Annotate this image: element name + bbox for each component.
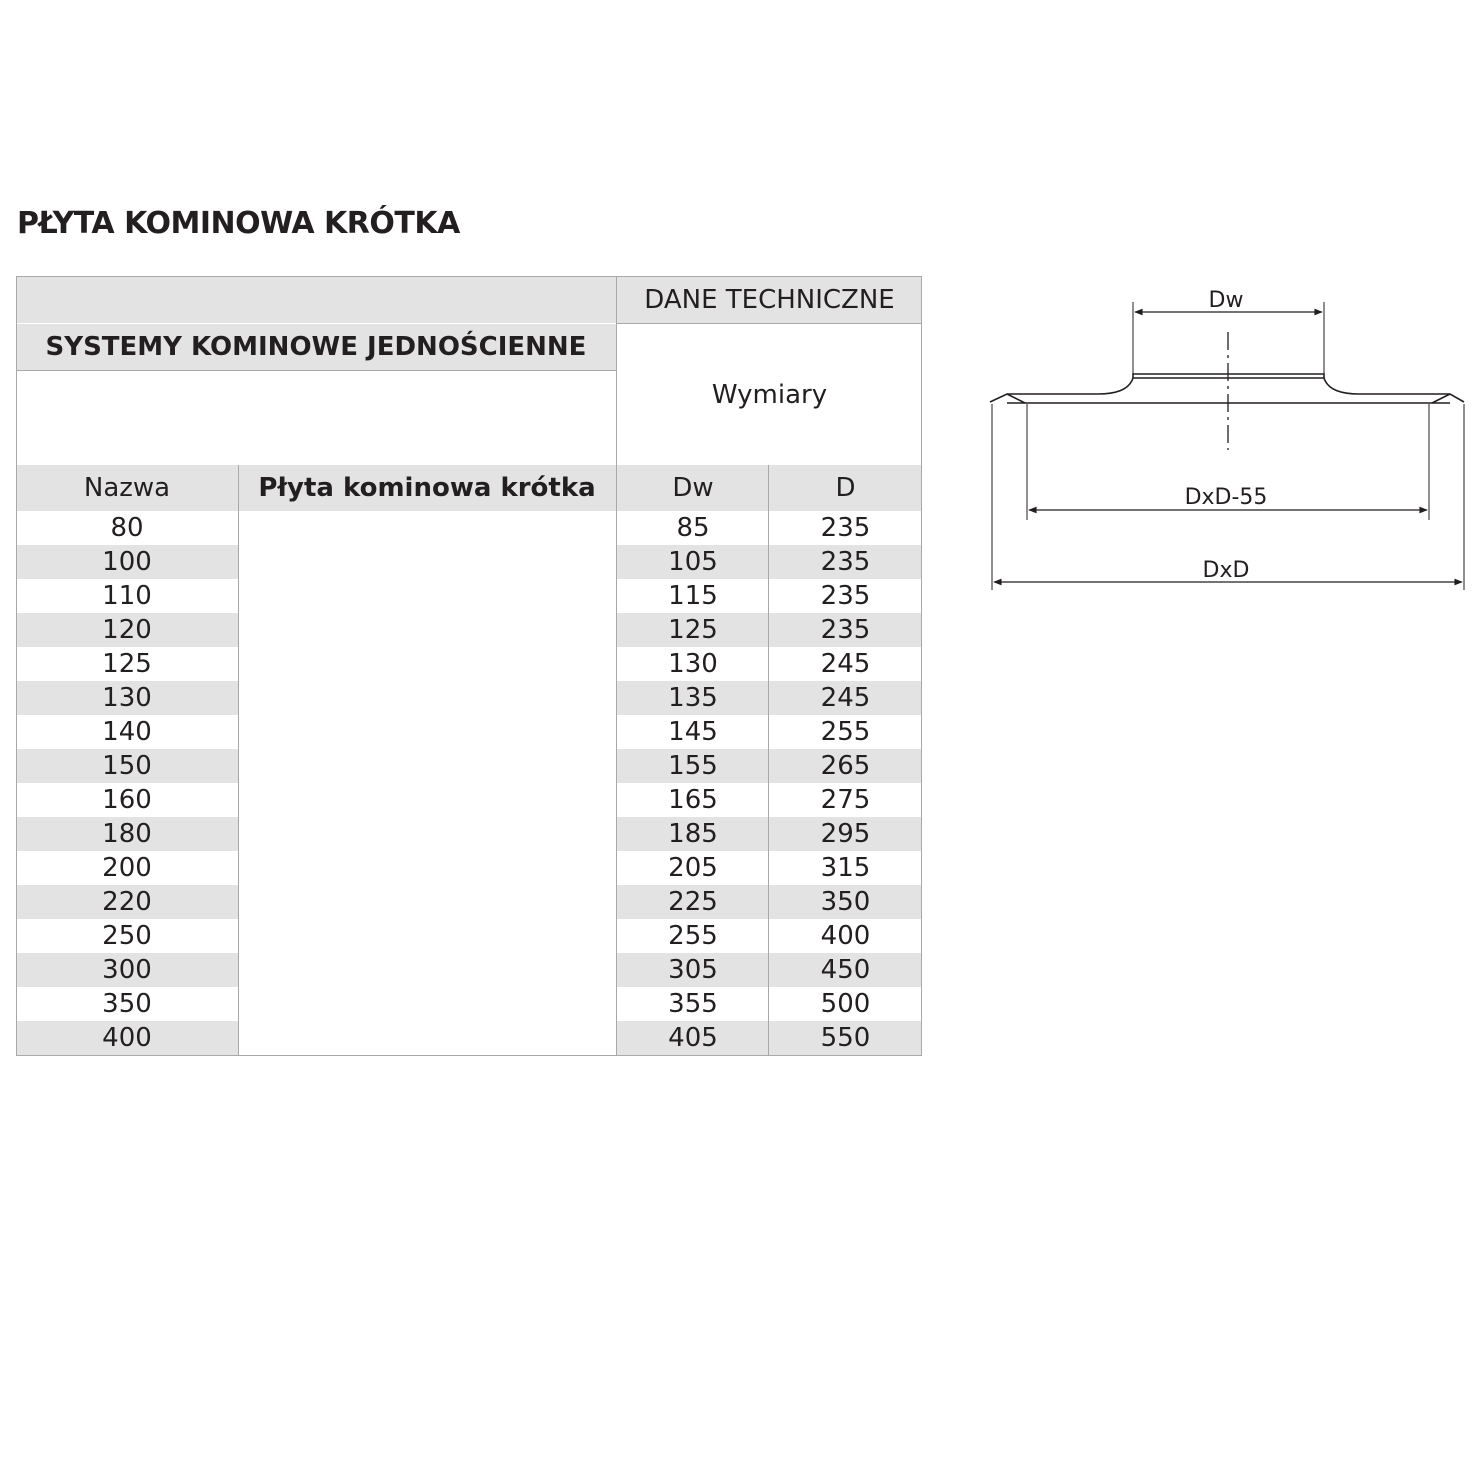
cell-nazwa: 220 bbox=[16, 885, 238, 919]
cell-product bbox=[239, 987, 616, 1021]
cell-dw: 305 bbox=[617, 953, 769, 987]
divider bbox=[616, 276, 617, 1056]
outer-dimension-label: DxD bbox=[1202, 558, 1250, 583]
cell-dw: 405 bbox=[617, 1021, 769, 1055]
cell-nazwa: 100 bbox=[16, 545, 238, 579]
cell-dw: 145 bbox=[668, 717, 718, 747]
cell-d: 245 bbox=[820, 649, 871, 679]
cell-product bbox=[239, 647, 616, 681]
cell-d: 235 bbox=[820, 513, 871, 543]
dw-label: Dw bbox=[1208, 288, 1244, 313]
cell-dw: 255 bbox=[668, 921, 718, 951]
cell-d: 500 bbox=[820, 989, 871, 1019]
cell-nazwa: 180 bbox=[16, 817, 238, 851]
cell-nazwa: 160 bbox=[102, 785, 152, 815]
page-title: PŁYTA KOMINOWA KRÓTKA bbox=[17, 206, 460, 241]
inner-dimension-label: DxD-55 bbox=[1184, 485, 1268, 510]
chimney-plate-drawing bbox=[980, 280, 1480, 610]
cell-product bbox=[239, 545, 616, 579]
cell-product bbox=[239, 851, 616, 885]
cell-d: 315 bbox=[820, 853, 871, 883]
cell-nazwa: 250 bbox=[102, 921, 152, 951]
cell-dw: 155 bbox=[617, 749, 769, 783]
cell-product bbox=[239, 681, 616, 715]
cell-product bbox=[239, 885, 616, 919]
cell-product bbox=[239, 511, 616, 545]
cell-dw: 135 bbox=[617, 681, 769, 715]
cell-dw: 125 bbox=[617, 613, 769, 647]
divider bbox=[16, 370, 616, 371]
cell-product bbox=[239, 783, 616, 817]
cell-d: 235 bbox=[769, 545, 922, 579]
cell-d: 350 bbox=[769, 885, 922, 919]
cell-nazwa: 130 bbox=[16, 681, 238, 715]
cell-d: 235 bbox=[769, 613, 922, 647]
cell-d: 400 bbox=[820, 921, 871, 951]
group-header: DANE TECHNICZNE bbox=[617, 276, 922, 323]
cell-product bbox=[239, 715, 616, 749]
divider bbox=[768, 465, 769, 1056]
cell-dw: 85 bbox=[676, 513, 710, 543]
cell-d: 450 bbox=[769, 953, 922, 987]
cell-d: 265 bbox=[769, 749, 922, 783]
divider bbox=[238, 465, 239, 1056]
cell-product bbox=[239, 579, 616, 613]
cell-dw: 355 bbox=[668, 989, 718, 1019]
cell-d: 550 bbox=[769, 1021, 922, 1055]
cell-nazwa: 200 bbox=[102, 853, 152, 883]
cell-nazwa: 80 bbox=[110, 513, 144, 543]
cell-nazwa: 110 bbox=[102, 581, 152, 611]
divider bbox=[617, 323, 922, 324]
cell-nazwa: 120 bbox=[16, 613, 238, 647]
cell-dw: 185 bbox=[617, 817, 769, 851]
cell-d: 255 bbox=[820, 717, 871, 747]
cell-nazwa: 350 bbox=[102, 989, 152, 1019]
column-header-d: D bbox=[769, 465, 922, 511]
column-header-nazwa: Nazwa bbox=[16, 465, 238, 511]
system-header: SYSTEMY KOMINOWE JEDNOŚCIENNE bbox=[16, 324, 616, 370]
plate-outline bbox=[990, 374, 1464, 403]
cell-d: 245 bbox=[769, 681, 922, 715]
cell-d: 295 bbox=[769, 817, 922, 851]
column-header-product: Płyta kominowa krótka bbox=[238, 465, 616, 511]
cell-dw: 205 bbox=[668, 853, 718, 883]
cell-dw: 225 bbox=[617, 885, 769, 919]
cell-dw: 130 bbox=[668, 649, 718, 679]
cell-d: 275 bbox=[820, 785, 871, 815]
cell-product bbox=[239, 1021, 616, 1055]
cell-product bbox=[239, 749, 616, 783]
cell-d: 235 bbox=[820, 581, 871, 611]
dimensions-header: Wymiary bbox=[711, 379, 828, 410]
cell-product bbox=[239, 817, 616, 851]
cell-nazwa: 140 bbox=[102, 717, 152, 747]
column-header-dw: Dw bbox=[617, 465, 769, 511]
spec-table bbox=[16, 276, 922, 1056]
cell-dw: 115 bbox=[668, 581, 718, 611]
cell-nazwa: 300 bbox=[16, 953, 238, 987]
cell-dw: 165 bbox=[668, 785, 718, 815]
cell-product bbox=[239, 953, 616, 987]
cell-product bbox=[239, 919, 616, 953]
cell-nazwa: 150 bbox=[16, 749, 238, 783]
cell-nazwa: 400 bbox=[16, 1021, 238, 1055]
header-band bbox=[16, 276, 616, 323]
cell-product bbox=[239, 613, 616, 647]
cell-dw: 105 bbox=[617, 545, 769, 579]
cell-nazwa: 125 bbox=[102, 649, 152, 679]
